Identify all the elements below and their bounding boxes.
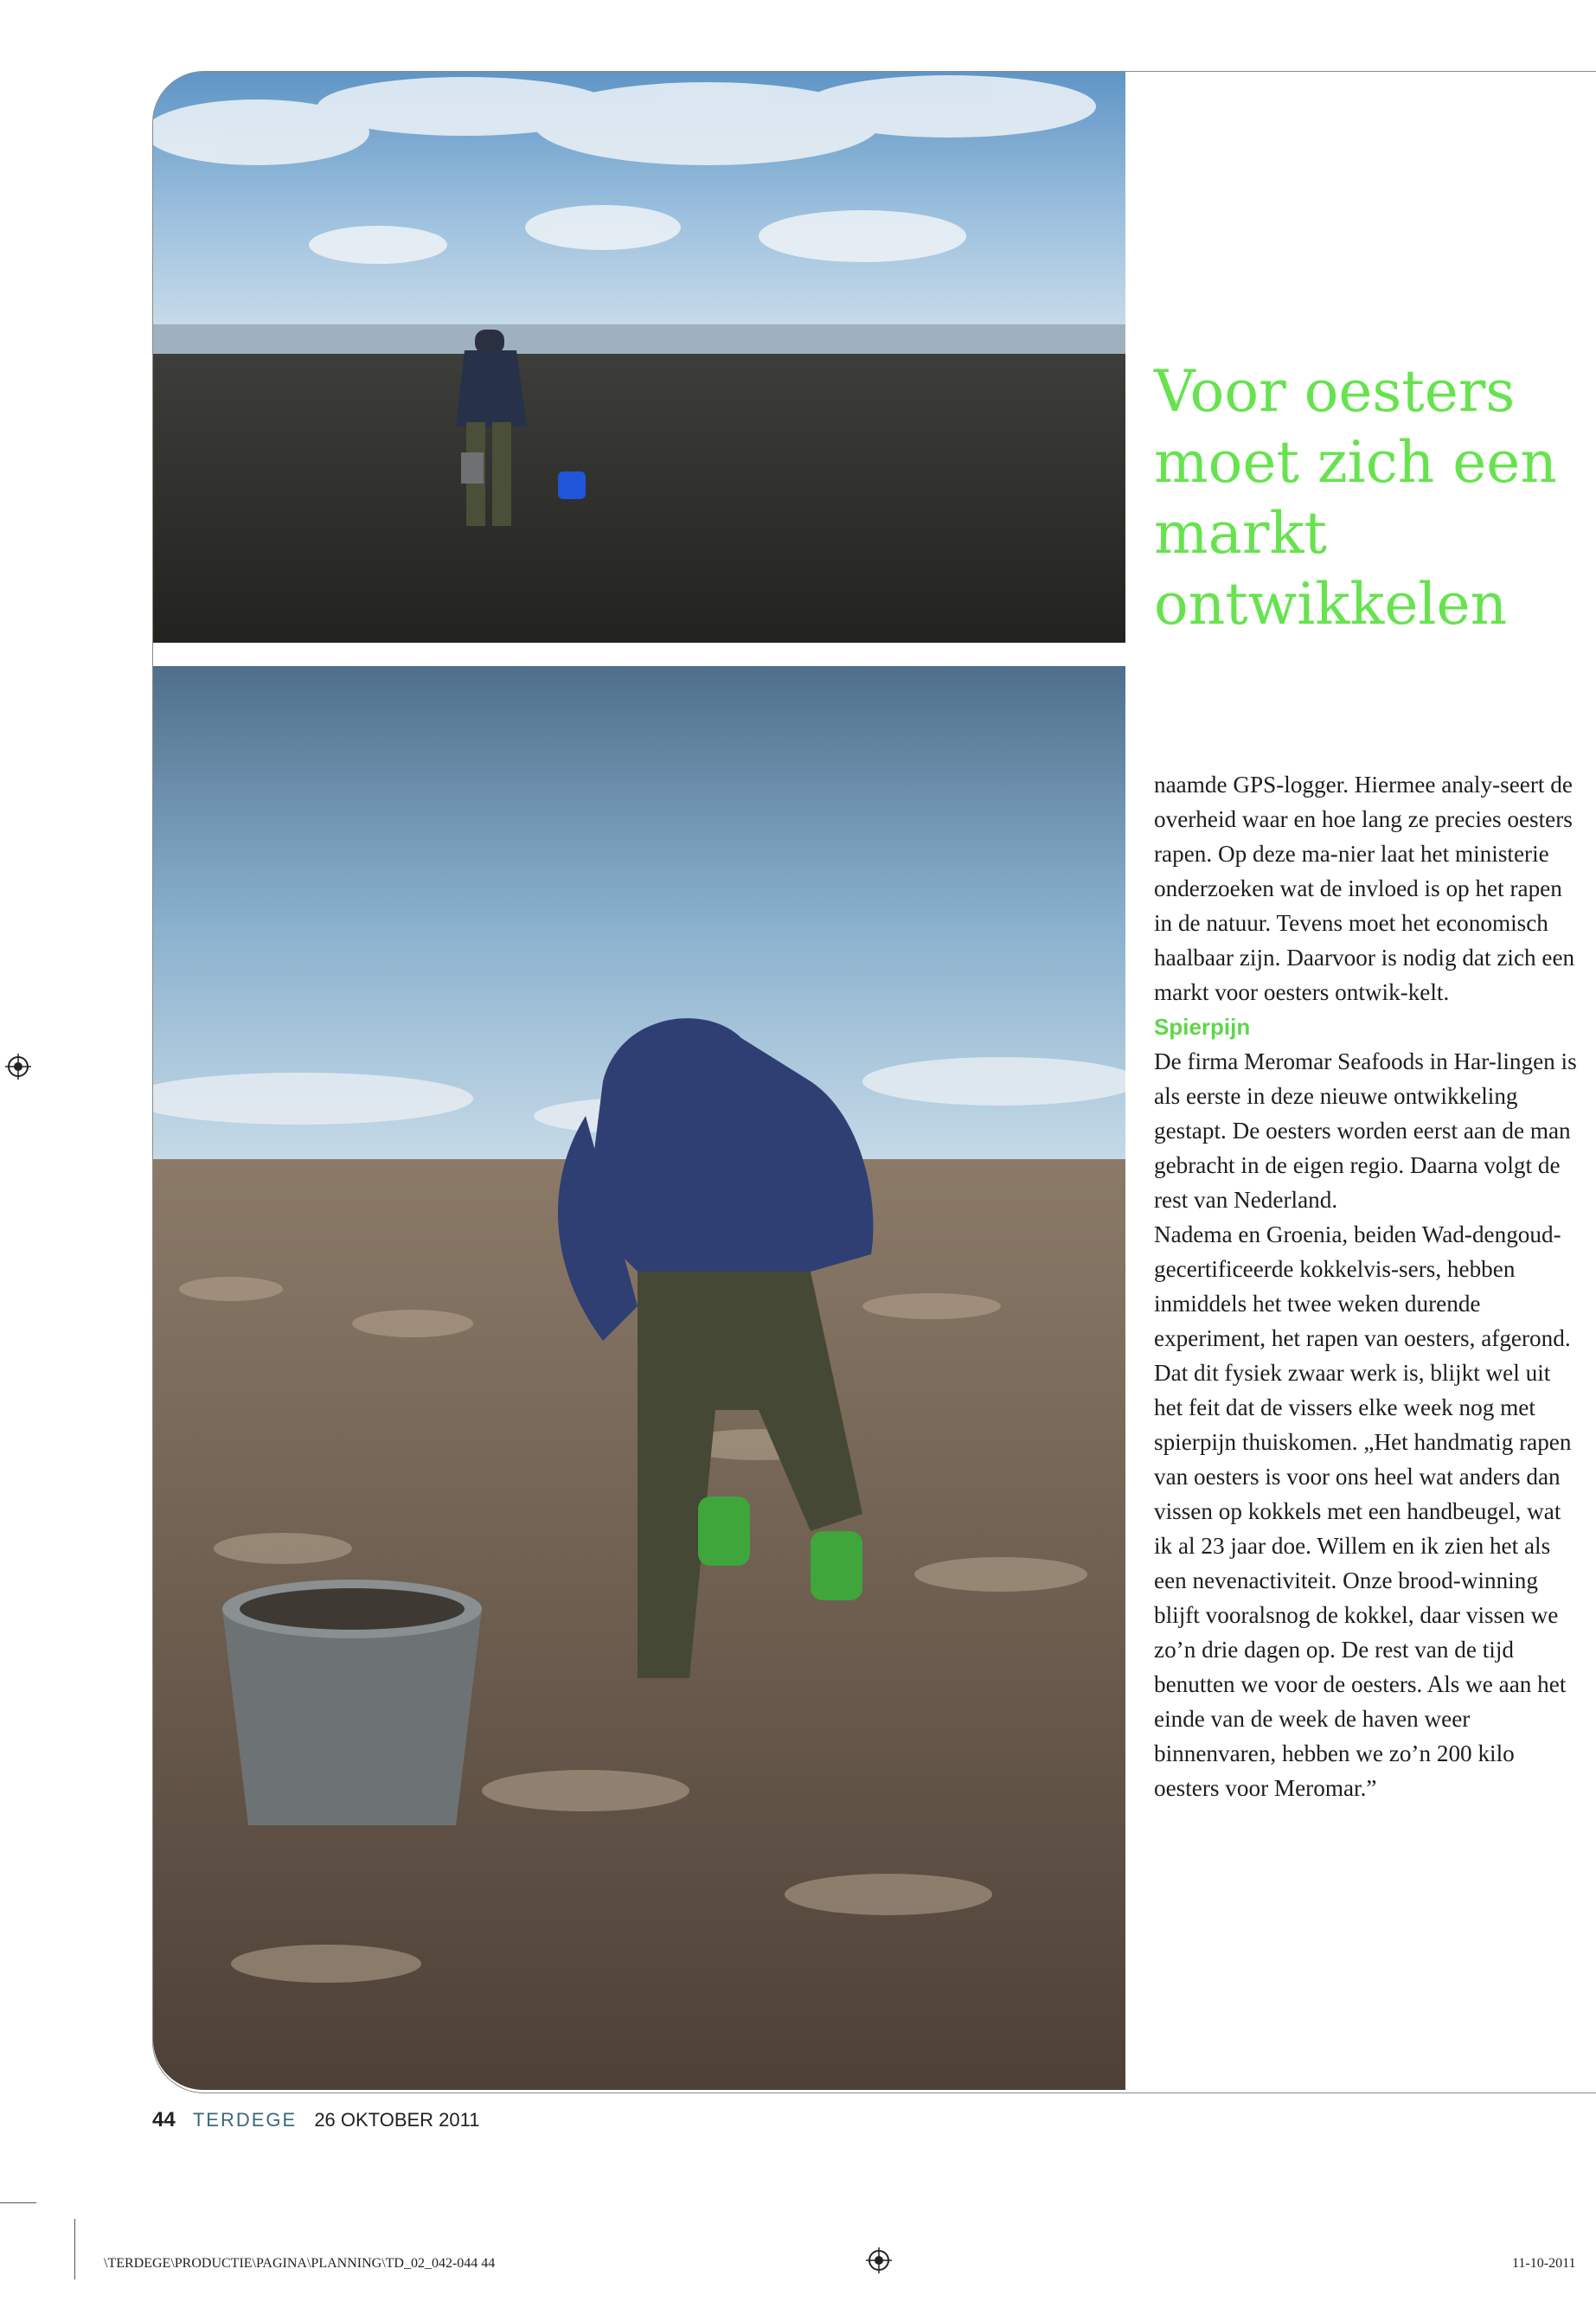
body-paragraph: De firma Meromar Seafoods in Har-lingen is als eerste in deze nieuwe ontwikkeling gestapt. De oesters worden eerst aan de man gebracht in de eigen regio. Daarna volgt de rest van Nederland. [1154, 1048, 1577, 1213]
oyster-gatherer-photo [153, 666, 1125, 2090]
trim-mark [0, 2202, 36, 2203]
page-number: 44 [152, 2108, 176, 2131]
trim-mark [74, 2219, 75, 2279]
mudflat-walker-photo [153, 72, 1125, 643]
registration-mark-icon [866, 2247, 892, 2273]
article-body [1154, 767, 1583, 1805]
registration-mark-icon [5, 1054, 31, 1080]
body-paragraph: Nadema en Groenia, beiden Wad-dengoud-gecertificeerde kokkelvis-sers, hebben inmiddels het twee weken durende experiment, het rapen van oesters, afgerond. Dat dit fysiek zwaar werk is, blijkt wel uit het feit dat de vissers elke week nog met spierpijn thuiskomen. „Het handmatig rapen van oesters is voor ons heel wat anders dan vissen op kokkels met een handbeugel, wat ik al 23 jaar doe. Willem en ik zien het als een nevenactiviteit. Onze brood-winning blijft vooralsnog de kokkel, daar vissen we zo’n drie dagen op. De rest van de tijd benutten we voor de oesters. Als we aan het einde van de week de haven weer binnenvaren, hebben we zo’n 200 kilo oesters voor Meromar.” [1154, 1221, 1572, 1801]
subheading: Spierpijn [1154, 1014, 1251, 1040]
magazine-name: TERDEGE [192, 2109, 298, 2131]
article-headline: Voor oesters moet zich een markt ontwikkelen [1154, 358, 1557, 638]
slug-date: 11-10-2011 [1512, 2256, 1576, 2271]
page-footer [152, 2108, 480, 2132]
body-paragraph: naamde GPS-logger. Hiermee analy-seert de overheid waar en hoe lang ze precies oesters rapen. Op deze ma-nier laat het ministerie onderzoeken wat de invloed is op het rapen in de natuur. Tevens moet het economisch haalbaar zijn. Daarvoor is nodig dat zich een markt voor oesters ontwik-kelt. [1154, 772, 1575, 1005]
issue-date: 26 OKTOBER 2011 [314, 2109, 480, 2131]
slug-path: \TERDEGE\PRODUCTIE\PAGINA\PLANNING\TD_02_042-044 44 [104, 2256, 496, 2271]
